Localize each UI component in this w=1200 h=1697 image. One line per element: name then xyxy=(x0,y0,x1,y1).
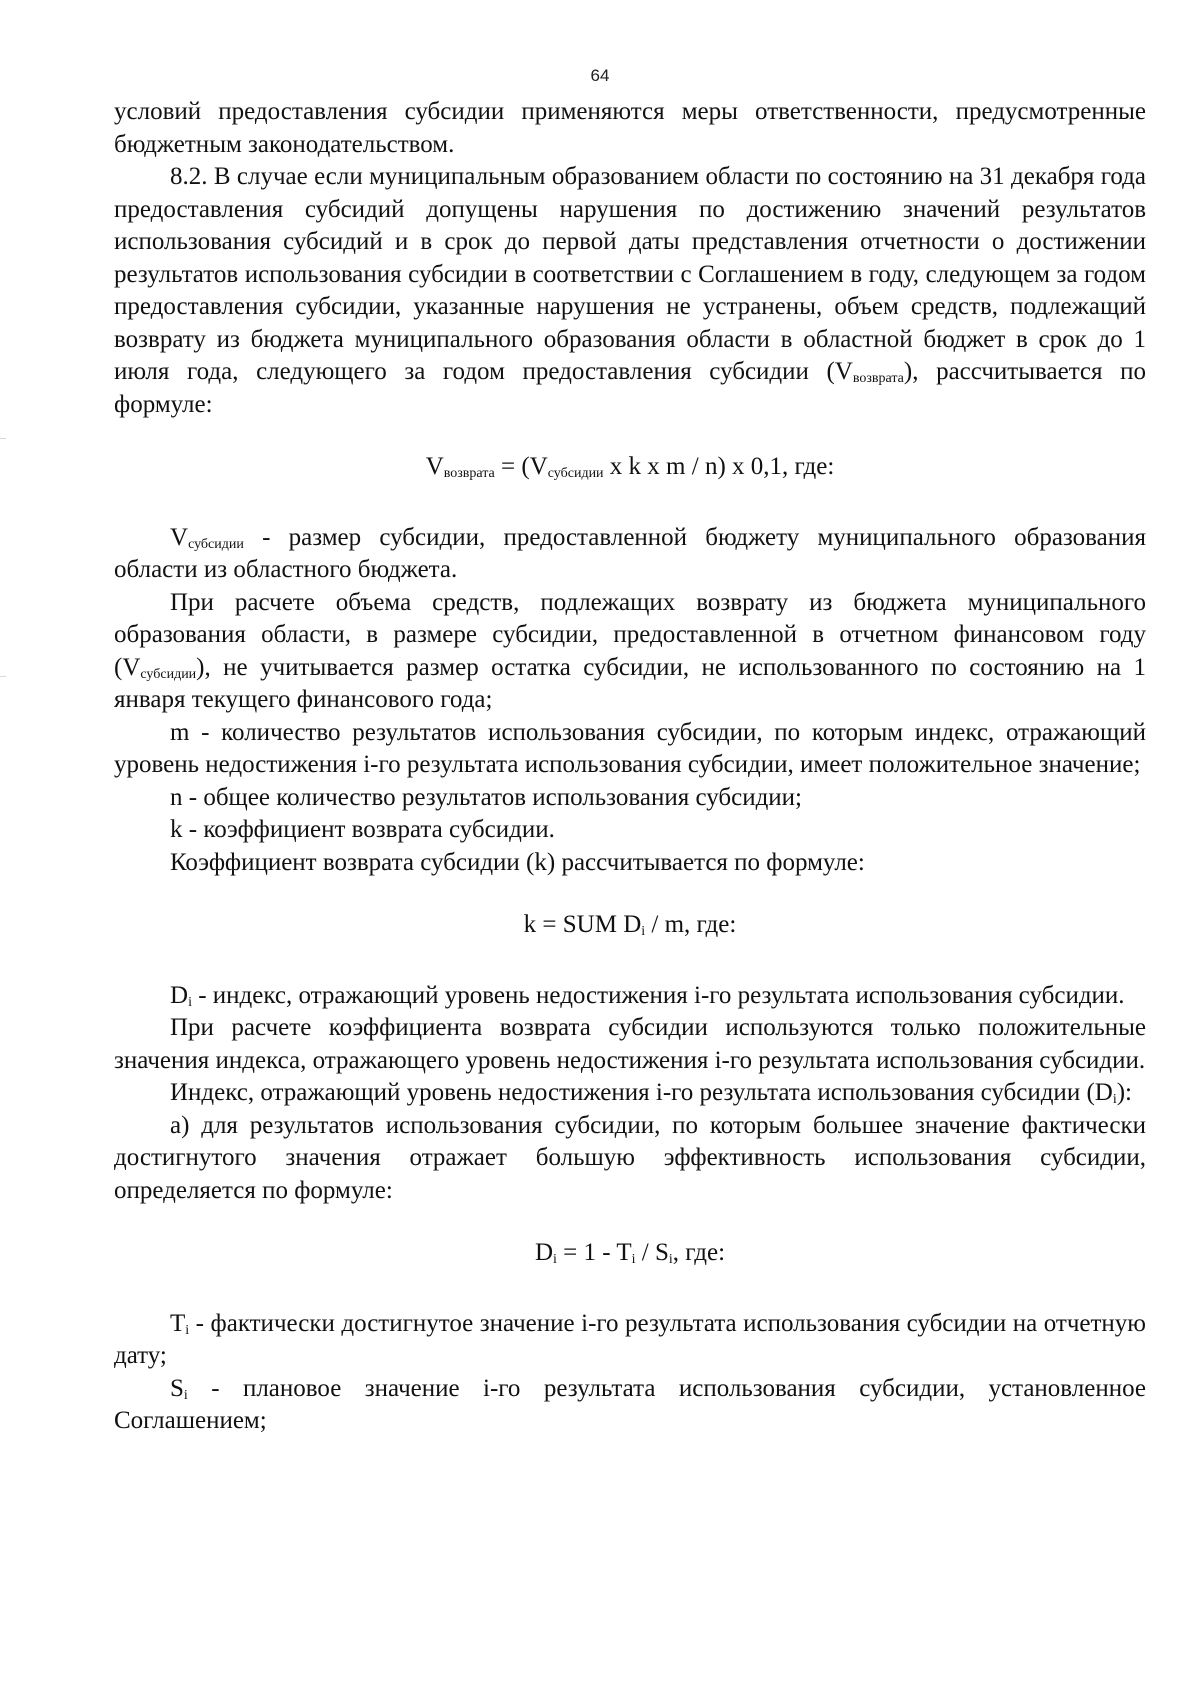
definition-t-i: $T_i$ - фактически достигнутое значение i-го результата использования субсидии на отчетную дату; xyxy=(114,1309,1146,1369)
definition-k: k - коэффициент возврата субсидии. xyxy=(170,816,555,843)
paragraph-k-formula-intro: Коэффициент возврата субсидии (k) рассчитывается по формуле: xyxy=(170,848,865,876)
definition-n: n - общее количество результатов использования субсидии; xyxy=(170,783,803,811)
margin-scan-mark xyxy=(0,676,6,677)
page-number: 64 xyxy=(590,66,610,85)
margin-scan-mark xyxy=(0,438,6,439)
paragraph-continuation: условий предоставления субсидии применяются меры ответственности, предусмотренные бюджетным законодательством. xyxy=(114,98,1146,158)
definition-m: m - количество результатов использования субсидии, по которым индекс, отражающий уровень недостижения i-го результата использования субсидии, имеет положительное значение; xyxy=(114,718,1146,778)
definition-d-i: $D_i$ - индекс, отражающий уровень недостижения i-го результата использования субсидии. xyxy=(170,981,1125,1010)
definition-v-subsidy: $V_{субсидии}$ - размер субсидии, предоставленной бюджету муниципального образования области из областного бюджета. xyxy=(114,523,1146,583)
formula-k: k = SUM $D_i$ / m, где: xyxy=(523,911,737,939)
paragraph-calculation-note: При расчете объема средств, подлежащих возврату из бюджета муниципального образования области, в размере субсидии, предоставленной в отчетном финансовом году $(V_{субсидии})$, не учитывается размер остатка субсидии, не использованного по состоянию на 1 января текущего финансового года; xyxy=(114,588,1146,713)
formula-return-volume: $V_{возврата} = (V_{субсидии}$ x k x m / n) x 0,1, где: xyxy=(425,453,835,481)
paragraph-case-a: а) для результатов использования субсидии, по которым большее значение фактически достигнутого значения отражает большую эффективность использования субсидии, определяется по формуле: xyxy=(114,1111,1146,1204)
definition-s-i: $S_i$ - плановое значение i-го результата использования субсидии, установленное Соглашением; xyxy=(114,1374,1146,1434)
document-body xyxy=(114,96,1146,1438)
paragraph-positive-values: При расчете коэффициента возврата субсидии используются только положительные значения индекса, отражающего уровень недостижения i-го результата использования субсидии. xyxy=(114,1014,1146,1074)
formula-d-i: $D_i = 1 - T_i / S_i$, где: xyxy=(534,1239,726,1267)
paragraph-8-2: 8.2. В случае если муниципальным образованием области по состоянию на 31 декабря года предоставления субсидий допущены нарушения по достижению значений результатов использования субсидий и в срок до первой даты представления отчетности о достижении результатов использования субсидии в соответствии с Соглашением в году, следующем за годом предоставления субсидии, указанные нарушения не устранены, объем средств, подлежащий возврату из бюджета муниципального образования области в областной бюджет в срок до 1 июля года, следующего за годом предоставления субсидии $(V_{возврата})$, рассчитывается по формуле: xyxy=(114,163,1146,418)
paragraph-index-intro: Индекс, отражающий уровень недостижения i-го результата использования субсидии $(D_i)$: xyxy=(170,1079,1132,1107)
